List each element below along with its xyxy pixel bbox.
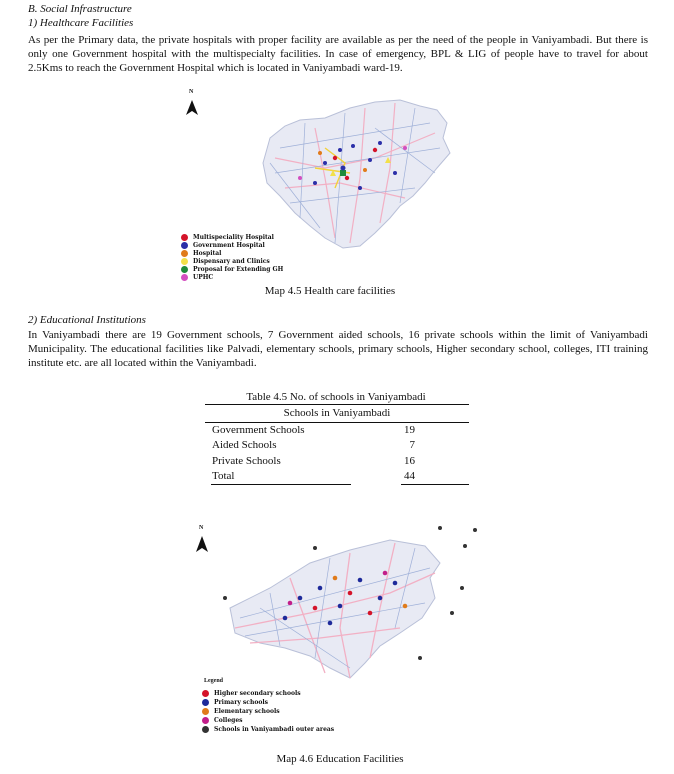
- legend-label: Higher secondary schools: [214, 690, 301, 697]
- legend-label: Elementary schools: [214, 708, 280, 715]
- legend-label: Government Hospital: [193, 242, 265, 249]
- education-heading: 2) Educational Institutions: [28, 314, 146, 326]
- schools-table: [205, 404, 469, 486]
- legend-dot: [181, 258, 188, 265]
- legend-dot: [181, 234, 188, 241]
- legend-dot: [181, 250, 188, 257]
- row-value: 16: [404, 455, 415, 467]
- healthcare-heading: 1) Healthcare Facilities: [28, 17, 134, 29]
- row-value: 7: [409, 439, 415, 451]
- table-row: [205, 470, 469, 485]
- legend-label: Multispeciality Hospital: [193, 234, 274, 241]
- education-paragraph: In Vaniyambadi there are 19 Government schools, 7 Government aided schools, 16 private schools within the limit of Vaniyambadi Municipality. The educational facilities like Palvadi, elementary schools, primary schools, Higher secondary school, colleges, ITI training institute etc. are all located within the Vaniyambadi.: [28, 329, 648, 370]
- legend-label: Dispensary and Clinics: [193, 258, 270, 265]
- education-map-caption: Map 4.6 Education Facilities: [276, 753, 404, 765]
- legend-label: Primary schools: [214, 699, 268, 706]
- row-value: 44: [404, 470, 415, 482]
- north-label: N: [199, 525, 204, 531]
- legend-dot: [202, 708, 209, 715]
- legend-dot: [181, 266, 188, 273]
- row-name: Government Schools: [212, 424, 305, 436]
- table-caption: Table 4.5 No. of schools in Vaniyambadi: [246, 391, 426, 403]
- legend-label: Proposal for Extending GH: [193, 266, 284, 273]
- north-arrow-icon: [196, 536, 208, 552]
- table-row: [205, 439, 469, 454]
- legend-title: Legend: [204, 678, 224, 684]
- legend-dot: [202, 717, 209, 724]
- legend-label: Colleges: [214, 717, 243, 724]
- legend-label: Schools in Vaniyambadi outer areas: [214, 726, 335, 733]
- row-name: Private Schools: [212, 455, 281, 467]
- row-value: 19: [404, 424, 415, 436]
- education-map-graphic: [190, 518, 500, 750]
- section-heading: B. Social Infrastructure: [28, 3, 132, 15]
- row-name: Total: [212, 470, 235, 482]
- legend-dot: [181, 242, 188, 249]
- table-header: Schools in Vaniyambadi: [283, 407, 391, 419]
- table-row: [205, 424, 469, 439]
- north-label: N: [189, 89, 194, 95]
- table-row: [205, 455, 469, 470]
- healthcare-map: [175, 88, 475, 286]
- legend-dot: [202, 726, 209, 733]
- healthcare-paragraph: As per the Primary data, the private hospitals with proper facility are available as per the need of the people in Vaniyambadi. But there is only one Government hospital with the multispecialty facilities. In case of emergency, BPL & LIG of people have to travel for about 2.5Kms to reach the Government Hospital which is located in Vaniyambadi ward-19.: [28, 34, 648, 75]
- row-name: Aided Schools: [212, 439, 277, 451]
- legend-label: UPHC: [193, 274, 214, 281]
- education-map: [190, 518, 500, 750]
- legend-dot: [202, 690, 209, 697]
- healthcare-map-caption: Map 4.5 Health care facilities: [264, 285, 396, 297]
- north-arrow-icon: [186, 100, 198, 115]
- legend-label: Hospital: [193, 250, 222, 257]
- legend-dot: [202, 699, 209, 706]
- legend-dot: [181, 274, 188, 281]
